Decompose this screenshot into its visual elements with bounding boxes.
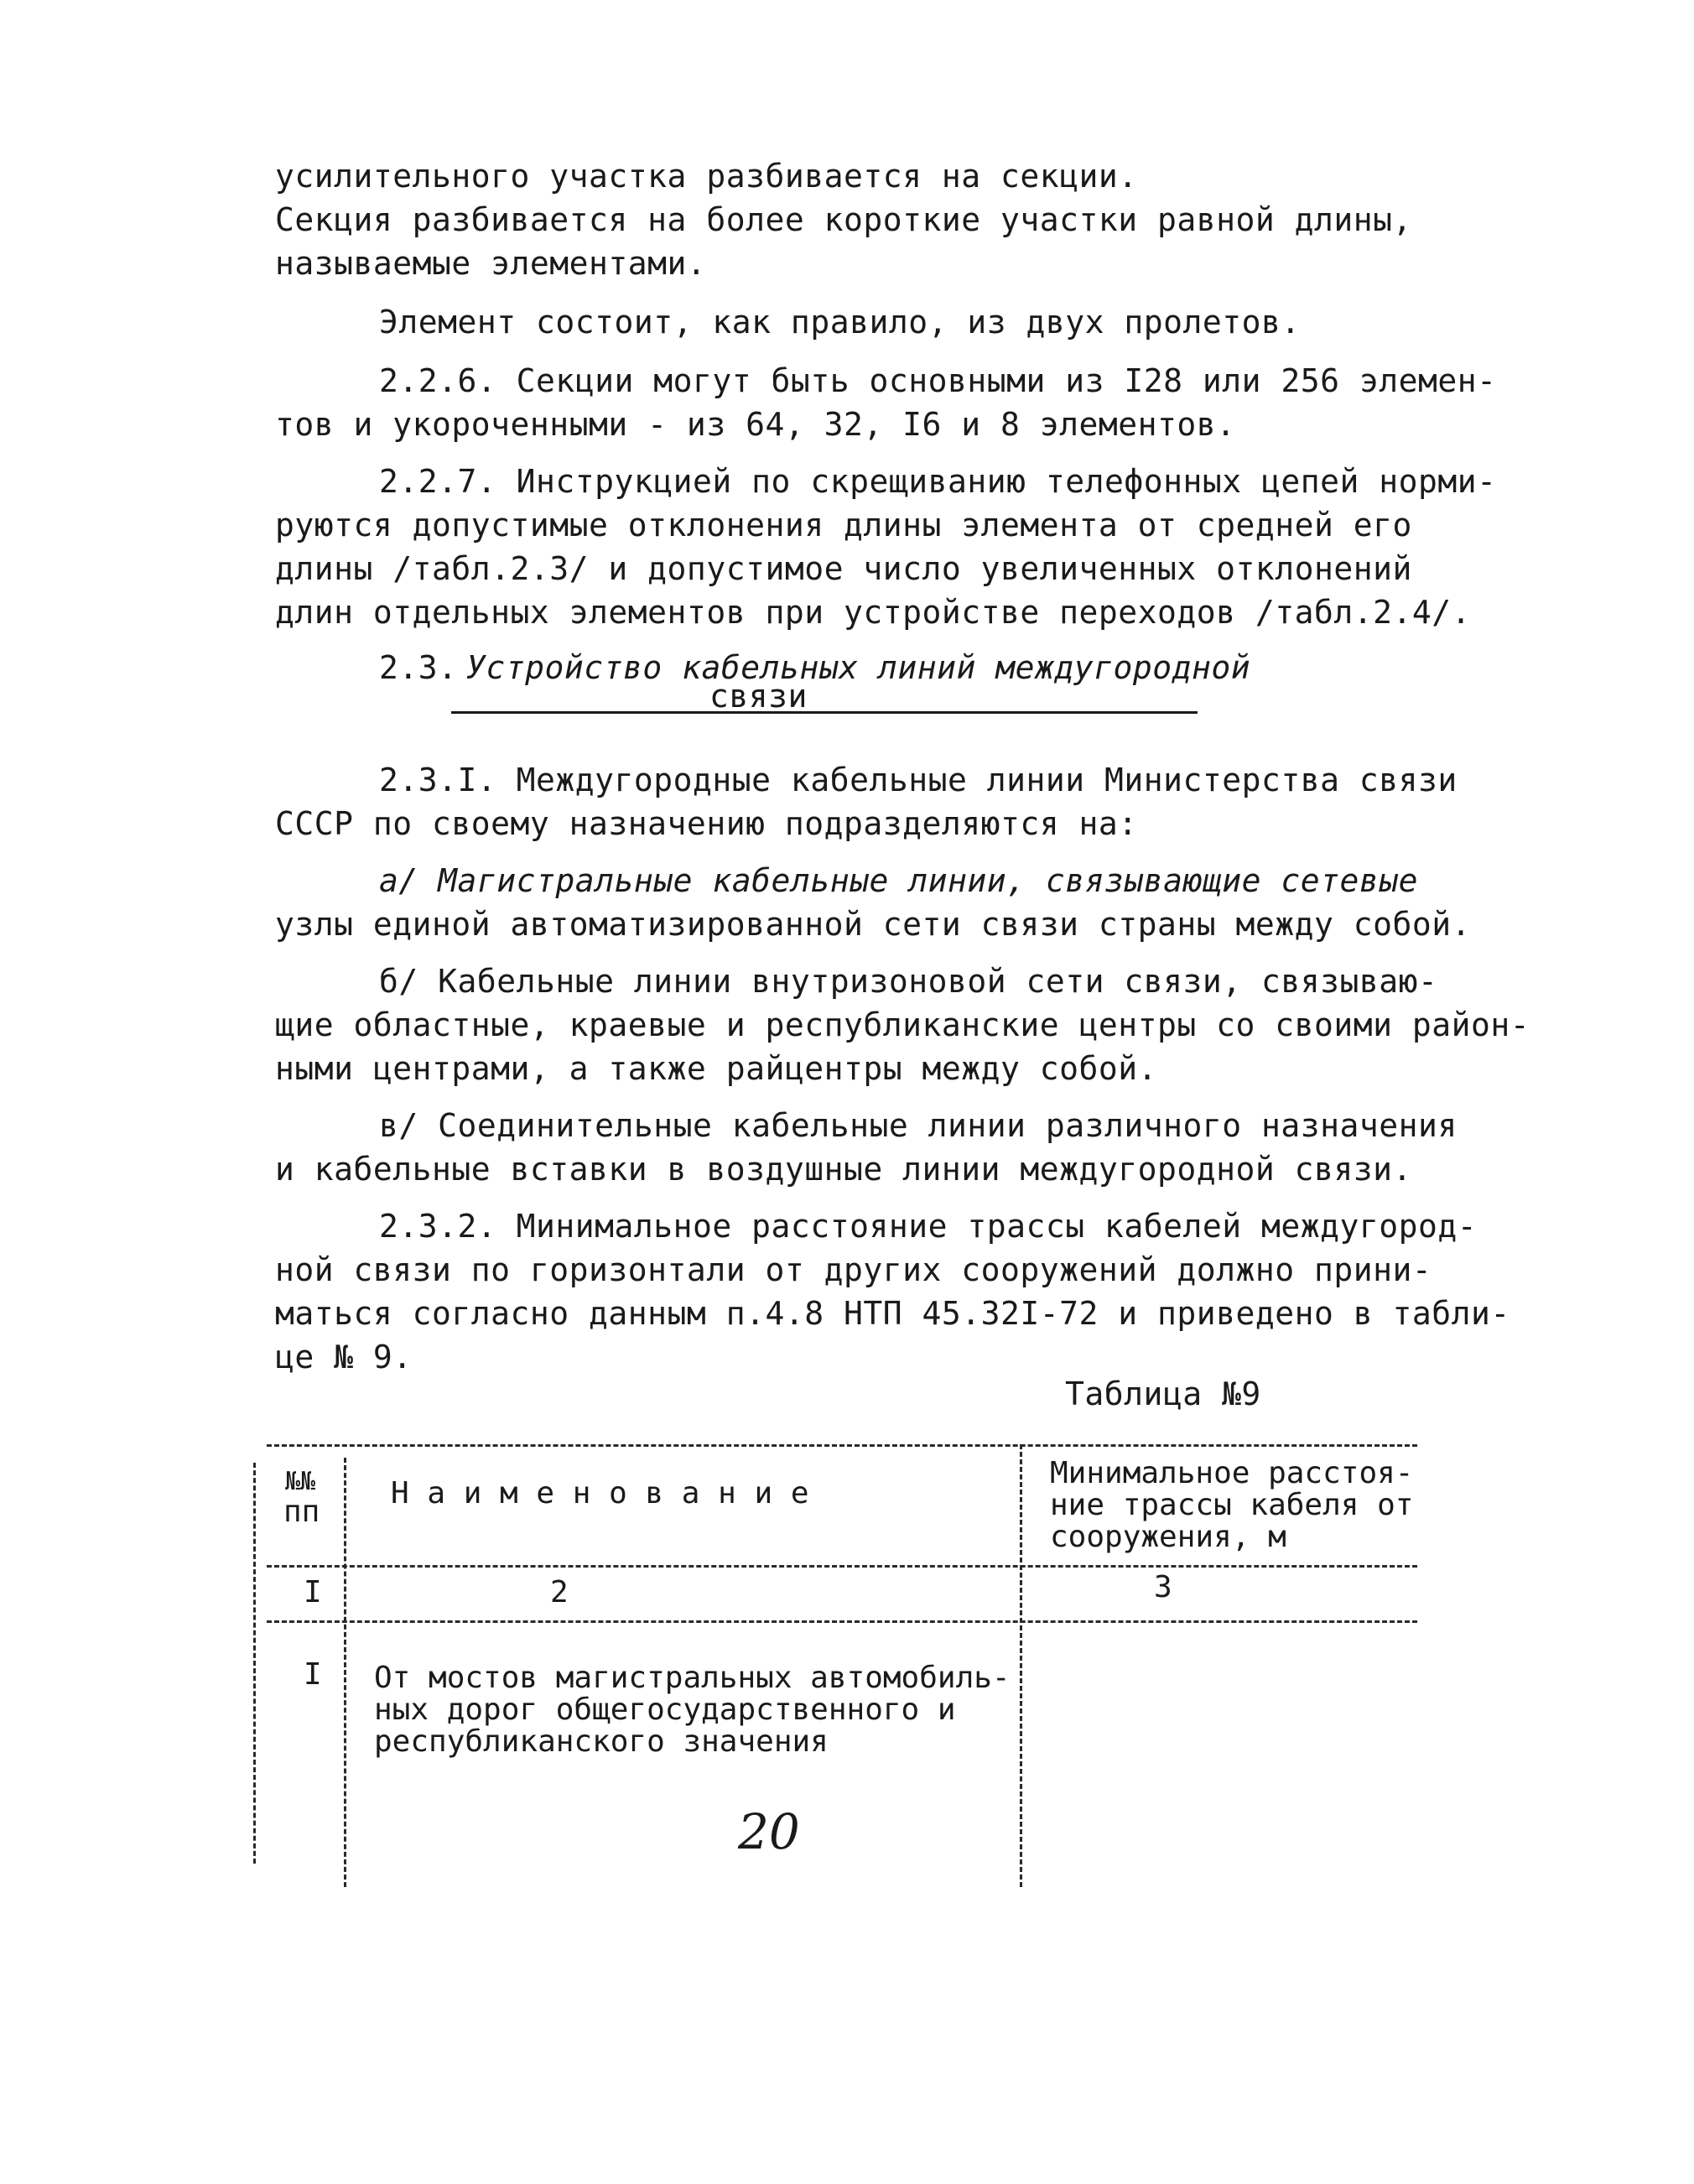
row-number: I [304,1657,322,1692]
body-line-2: Секция разбивается на более короткие участки равной длины, [275,201,1412,238]
row-name-line-3: республиканского значения [374,1724,829,1759]
body2-line-3: а/ Магистральные кабельные линии, связывающие сетевые [379,862,1419,899]
body2-line-5: б/ Кабельные линии внутризоновой сети связи, связываю- [379,963,1438,1000]
section-number: 2.3. [379,649,458,686]
body2-line-13: це № 9. [275,1339,413,1375]
section-underline [451,711,1198,714]
body-line-3: называемые элементами. [275,245,707,282]
body2-line-10: 2.3.2. Минимальное расстояние трассы кабелей междугород- [379,1208,1478,1245]
body-line-4: Элемент состоит, как правило, из двух пролетов. [379,304,1301,341]
body-line-10: длин отдельных элементов при устройстве переходов /табл.2.4/. [275,594,1472,631]
row-name-line-2: ных дорог общегосударственного и [374,1693,956,1727]
body2-line-6: щие областные, краевые и республиканские центры со своими район- [275,1006,1530,1043]
body2-line-9: и кабельные вставки в воздушные линии междугородной связи. [275,1151,1412,1188]
body2-line-2: СССР по своему назначению подразделяются на: [275,805,1138,842]
table-caption: Таблица №9 [1065,1375,1261,1412]
body2-line-8: в/ Соединительные кабельные линии различного назначения [379,1107,1458,1144]
header-num-line-1: №№ [285,1467,316,1496]
body2-line-7: ными центрами, а также райцентры между собой. [275,1050,1158,1087]
numbering-col-3: 3 [1154,1570,1172,1604]
numbering-col-2: 2 [550,1575,569,1609]
table-col-divider-1 [344,1458,346,1887]
table-numbering-rule [267,1620,1417,1623]
table-left-border [253,1463,256,1864]
numbering-col-1: I [304,1575,322,1609]
section-title-line-2: связи [709,678,808,715]
body-line-8: руются допустимые отклонения длины элемента от средней его [275,507,1412,543]
header-distance-line-3: сооружения, м [1050,1520,1286,1554]
body-line-5: 2.2.6. Секции могут быть основными из I28 или 256 элемен- [379,362,1497,399]
table-col-divider-2 [1020,1444,1022,1887]
body-line-7: 2.2.7. Инструкцией по скрещиванию телефонных цепей норми- [379,463,1497,500]
row-name-line-1: От мостов магистральных автомобиль- [374,1661,1011,1695]
header-num-line-2: пп [283,1495,320,1529]
body2-line-11: ной связи по горизонтали от других сооружений должно прини- [275,1251,1432,1288]
body2-line-1: 2.3.I. Междугородные кабельные линии Министерства связи [379,762,1458,798]
header-distance-line-2: ние трассы кабеля от [1050,1488,1414,1522]
header-name: Н а и м е н о в а н и е [391,1476,809,1511]
body2-line-12: маться согласно данным п.4.8 НТП 45.32I-72 и приведено в табли- [275,1295,1510,1332]
body2-line-4: узлы единой автоматизированной сети связи страны между собой. [275,906,1472,943]
header-distance-line-1: Минимальное расстоя- [1050,1456,1414,1490]
section-title-line-1: Устройство кабельных линий междугородной [466,649,1251,686]
table-header-rule [267,1565,1417,1568]
body-line-9: длины /табл.2.3/ и допустимое число увеличенных отклонений [275,550,1412,587]
table-top-rule [267,1444,1417,1447]
page-number: 20 [738,1803,800,1860]
body-line-6: тов и укороченными - из 64, 32, I6 и 8 элементов. [275,406,1236,443]
body-line-1: усилительного участка разбивается на секции. [275,158,1138,195]
